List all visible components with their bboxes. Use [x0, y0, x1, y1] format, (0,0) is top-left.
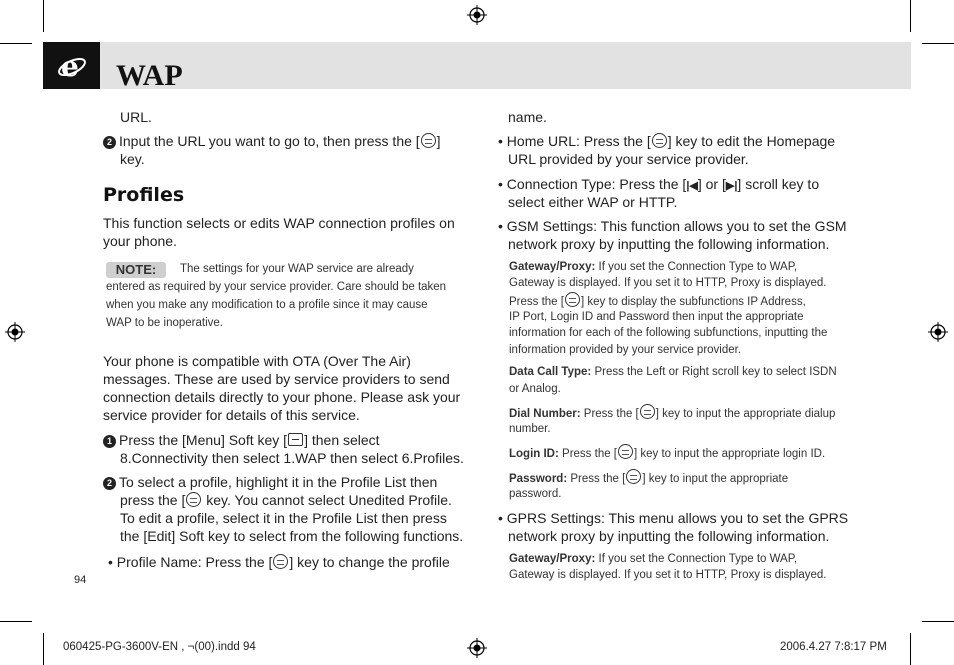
registration-mark-icon	[467, 5, 487, 25]
crop-mark	[0, 43, 32, 44]
ota-line-3: connection details directly to your phone. Please ask your	[103, 389, 461, 405]
ok-key-icon	[565, 292, 580, 307]
login-id-line: Login ID: Press the [ ] key to input the appropriate login ID.	[509, 444, 825, 463]
step-2-select-profile-line-3: To edit a profile, select it in the Profile List then press	[120, 510, 447, 526]
ok-key-icon	[186, 492, 201, 507]
password-line-2: password.	[509, 488, 562, 500]
bullet-gsm-settings: • GSM Settings: This function allows you to set the GSM	[498, 218, 847, 234]
name-continuation: name.	[508, 109, 547, 125]
bullet-connection-type-cont: select either WAP or HTTP.	[508, 194, 678, 210]
gprs-gateway-line-2: Gateway is displayed. If you set it to HTTP, Proxy is displayed.	[509, 569, 827, 581]
soft-key-icon	[288, 433, 303, 446]
crop-mark	[922, 621, 954, 622]
gsm-gateway-line-5: information for each of the following subfunctions, inputting the	[509, 327, 828, 339]
note-line-4: WAP to be inoperative.	[106, 317, 223, 329]
gsm-gateway-line-6: information provided by your service provider.	[509, 344, 742, 356]
section-heading-profiles: Profiles	[103, 184, 185, 206]
bullet-profile-name: • Profile Name: Press the [ ] key to change the profile	[108, 554, 450, 570]
page-title: WAP	[116, 59, 183, 92]
page-number: 94	[74, 574, 87, 586]
gsm-gateway-line-2: Gateway is displayed. If you set it to HTTP, Proxy is displayed.	[509, 277, 827, 289]
header-icon-box	[43, 42, 100, 89]
url-continuation: URL.	[120, 109, 152, 125]
step-number-2-icon: 2	[103, 136, 116, 149]
scroll-left-icon: |◀	[686, 180, 698, 192]
ota-line-2: messages. These are used by service providers to send	[103, 371, 450, 387]
password-line-1: Password: Press the [ ] key to input the appropriate	[509, 469, 788, 488]
step-1-menu: 1 Press the [Menu] Soft key [ ] then select	[103, 431, 380, 449]
crop-mark	[43, 0, 44, 32]
note-line-1: The settings for your WAP service are already	[180, 263, 414, 275]
data-call-type-line-2: or Analog.	[509, 383, 561, 395]
registration-mark-icon	[5, 322, 25, 342]
step-2-select-profile-line-2: press the [ key. You cannot select Unedited Profile.	[120, 492, 452, 508]
data-call-type-line-1: Data Call Type: Press the Left or Right scroll key to select ISDN	[509, 366, 837, 378]
bullet-gprs-settings-cont: network proxy by inputting the following information.	[508, 528, 830, 544]
internet-explorer-icon	[57, 52, 87, 80]
step-2-select-profile-line-4: the [Edit] Soft key to select from the following functions.	[120, 528, 464, 544]
gsm-gateway-line-1: Gateway/Proxy: If you set the Connection Type to WAP,	[509, 261, 798, 273]
ota-line-1: Your phone is compatible with OTA (Over The Air)	[103, 353, 411, 369]
crop-mark	[0, 621, 32, 622]
ok-key-icon	[640, 404, 655, 419]
dial-number-line-1: Dial Number: Press the [ ] key to input the appropriate dialup	[509, 404, 835, 423]
step-1-menu-cont: 8.Connectivity then select 1.WAP then select 6.Profiles.	[120, 450, 464, 466]
footer-timestamp: 2006.4.27 7:8:17 PM	[780, 641, 887, 653]
dial-number-line-2: number.	[509, 423, 551, 435]
step-number-2-icon: 2	[103, 477, 116, 490]
step-2-select-profile: 2 To select a profile, highlight it in the Profile List then	[103, 473, 437, 491]
registration-mark-icon	[928, 322, 948, 342]
scroll-right-icon: ▶|	[725, 180, 738, 192]
step-2-input-url: 2 Input the URL you want to go to, then press the [ ]	[103, 132, 441, 150]
step-2-input-url-cont: key.	[120, 151, 145, 167]
bullet-gsm-settings-cont: network proxy by inputting the following information.	[508, 236, 830, 252]
profiles-intro-line-2: your phone.	[103, 233, 177, 249]
registration-mark-icon	[467, 638, 487, 658]
ok-key-icon	[626, 469, 641, 484]
gsm-gateway-line-4: IP Port, Login ID and Password then input the appropriate	[509, 311, 804, 323]
note-line-3: when you make any modification to a profile since it may cause	[106, 299, 428, 311]
profiles-intro-line-1: This function selects or edits WAP connection profiles on	[103, 215, 455, 231]
bullet-home-url: • Home URL: Press the [ ] key to edit the Homepage	[498, 133, 836, 149]
note-badge: NOTE:	[106, 262, 166, 278]
crop-mark	[910, 633, 911, 665]
note-line-2: entered as required by your service provider. Care should be taken	[106, 281, 447, 293]
ok-key-icon	[273, 554, 288, 569]
crop-mark	[910, 0, 911, 32]
bullet-connection-type: • Connection Type: Press the [|◀] or [▶|] scroll key to	[498, 176, 820, 192]
ota-line-4: service provider for details of this service.	[103, 407, 360, 423]
step-number-1-icon: 1	[103, 435, 116, 448]
ok-key-icon	[618, 444, 633, 459]
bullet-gprs-settings: • GPRS Settings: This menu allows you to set the GPRS	[498, 510, 849, 526]
bullet-home-url-cont: URL provided by your service provider.	[508, 151, 749, 167]
ok-key-icon	[421, 133, 436, 148]
crop-mark	[43, 633, 44, 665]
gprs-gateway-line-1: Gateway/Proxy: If you set the Connection Type to WAP,	[509, 553, 798, 565]
svg-text:e: e	[61, 52, 79, 80]
crop-mark	[922, 43, 954, 44]
gsm-gateway-line-3: Press the [ ] key to display the subfunctions IP Address,	[509, 292, 806, 311]
ok-key-icon	[652, 133, 667, 148]
footer-file-name: 060425-PG-3600V-EN , ¬(00).indd 94	[63, 641, 256, 653]
